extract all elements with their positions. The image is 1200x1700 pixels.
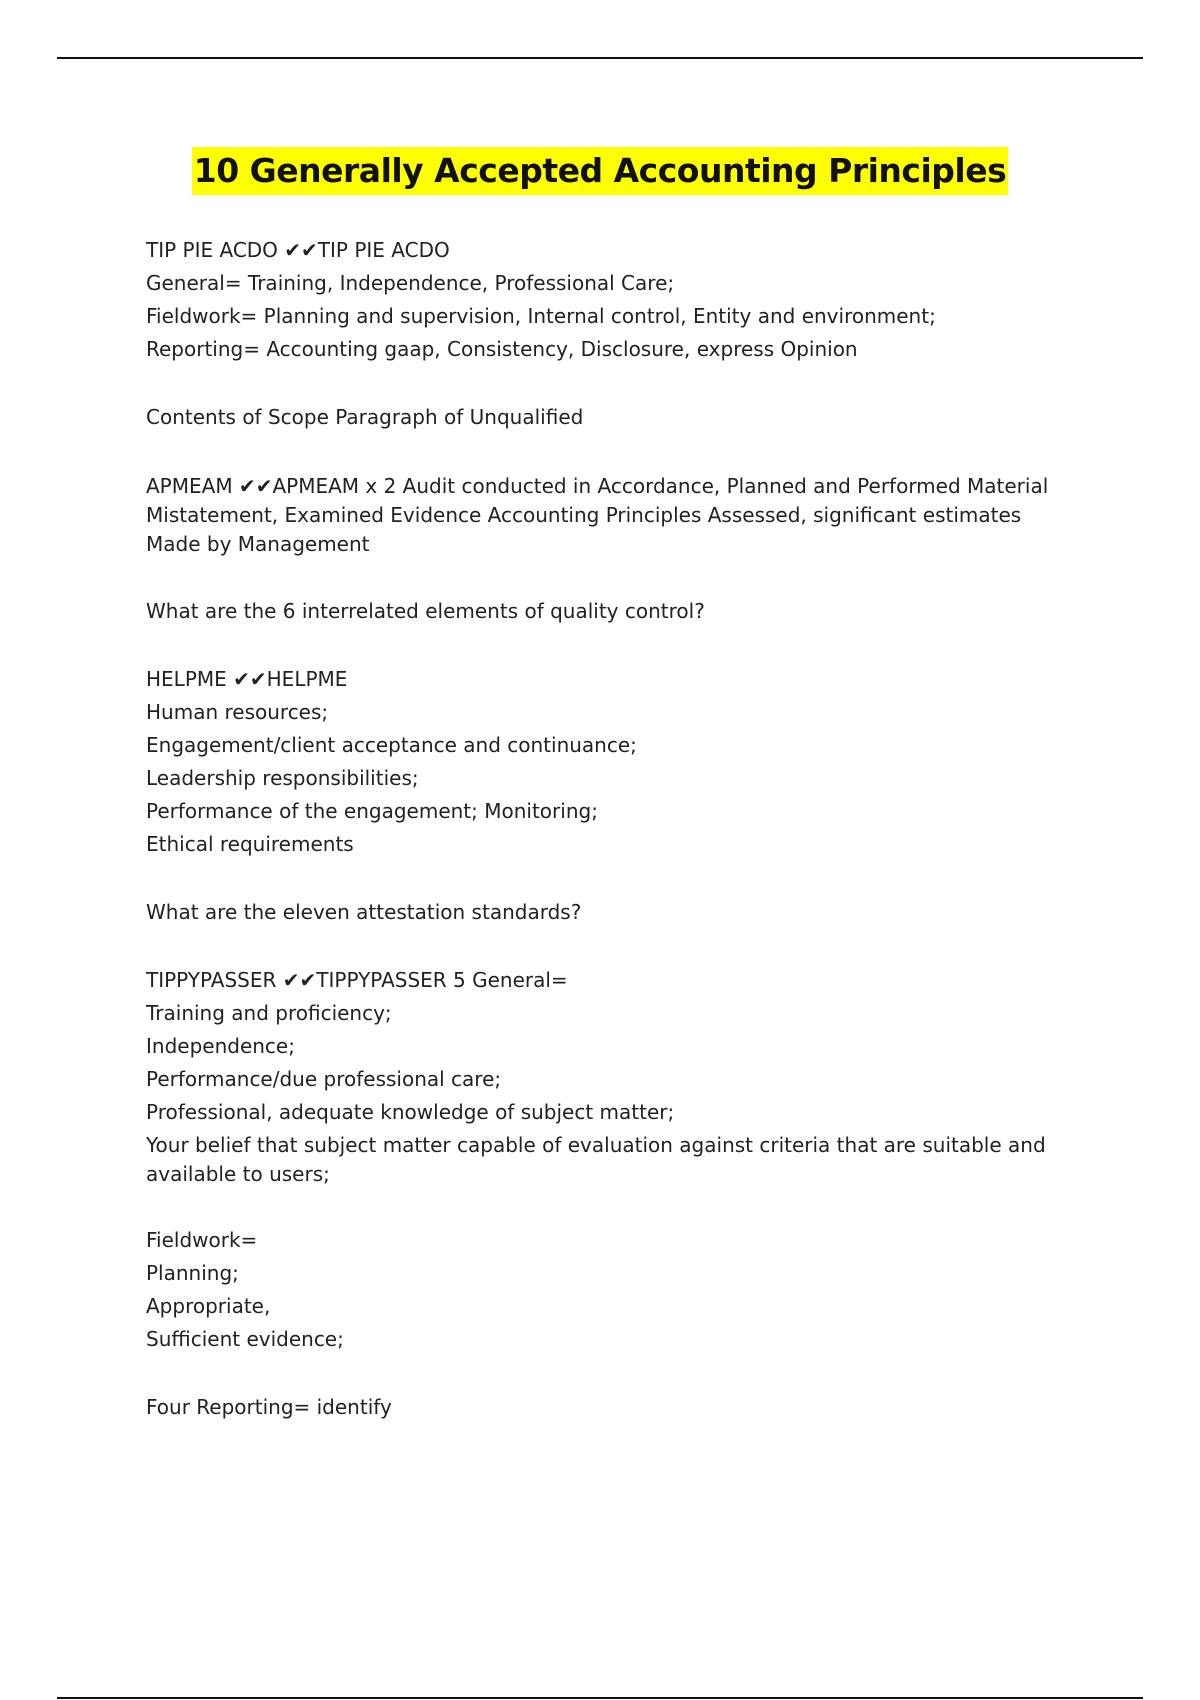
tippypasser-line: Training and proficiency; xyxy=(146,1001,392,1025)
tippypasser-line: Performance/due professional care; xyxy=(146,1067,502,1091)
fieldwork-line: Sufficient evidence; xyxy=(146,1327,344,1351)
bottom-rule xyxy=(57,1697,1143,1699)
tip-line: TIP PIE ACDO ✔✔TIP PIE ACDO xyxy=(146,238,450,262)
helpme-line: Leadership responsibilities; xyxy=(146,766,419,790)
document-body xyxy=(146,234,1076,1424)
tippypasser-line: TIPPYPASSER ✔✔TIPPYPASSER 5 General= xyxy=(146,968,568,992)
top-rule xyxy=(57,57,1143,59)
attestation-question: What are the eleven attestation standards? xyxy=(146,900,582,924)
tippypasser-line: Independence; xyxy=(146,1034,295,1058)
tippypasser-wrapped-line: Your belief that subject matter capable of evaluation against criteria that are suitable and available to users; xyxy=(146,1133,1046,1186)
tippypasser-line: Professional, adequate knowledge of subject matter; xyxy=(146,1100,675,1124)
helpme-line: HELPME ✔✔HELPME xyxy=(146,667,348,691)
document-title: 10 Generally Accepted Accounting Principles xyxy=(192,147,1008,195)
helpme-line: Engagement/client acceptance and continuance; xyxy=(146,733,637,757)
helpme-line: Human resources; xyxy=(146,700,329,724)
fieldwork-block xyxy=(146,1224,1076,1356)
fieldwork-line: Planning; xyxy=(146,1261,239,1285)
fieldwork-line: Appropriate, xyxy=(146,1294,271,1318)
helpme-line: Performance of the engagement; Monitoring; xyxy=(146,799,598,823)
tip-block xyxy=(146,234,1076,366)
scope-question: Contents of Scope Paragraph of Unqualified xyxy=(146,405,584,429)
tippypasser-block xyxy=(146,964,1076,1189)
tip-line: Reporting= Accounting gaap, Consistency, Disclosure, express Opinion xyxy=(146,337,858,361)
tip-line: Fieldwork= Planning and supervision, Internal control, Entity and environment; xyxy=(146,304,936,328)
apmeam-paragraph: APMEAM ✔✔APMEAM x 2 Audit conducted in Accordance, Planned and Performed Material Mistatement, Examined Evidence Accounting Principles Assessed, significant estimates Made by Management xyxy=(146,474,1049,556)
title-wrap xyxy=(0,147,1200,195)
quality-question: What are the 6 interrelated elements of quality control? xyxy=(146,599,705,623)
tip-line: General= Training, Independence, Professional Care; xyxy=(146,271,675,295)
helpme-block xyxy=(146,663,1076,861)
reporting-line: Four Reporting= identify xyxy=(146,1395,392,1419)
fieldwork-line: Fieldwork= xyxy=(146,1228,258,1252)
helpme-line: Ethical requirements xyxy=(146,832,354,856)
